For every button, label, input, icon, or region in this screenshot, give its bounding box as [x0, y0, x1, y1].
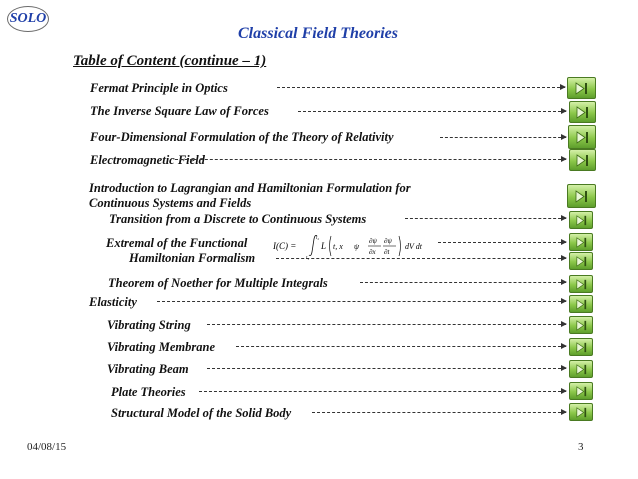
- leader-arrow: [440, 137, 566, 138]
- skip-to-end-icon: [576, 256, 587, 267]
- formula-num1: ∂ψ: [369, 237, 377, 245]
- toc-item-plate-theories[interactable]: Plate Theories: [111, 385, 186, 399]
- leader-arrow: [360, 282, 566, 283]
- leader-arrow: [438, 242, 566, 243]
- skip-to-end-icon: [576, 237, 587, 248]
- skip-to-end-icon: [576, 154, 589, 167]
- toc-item-fermat[interactable]: Fermat Principle in Optics: [90, 81, 228, 95]
- leader-arrow: [207, 324, 566, 325]
- formula-den2: ∂t: [384, 248, 390, 256]
- go-fermat-button[interactable]: [567, 77, 596, 99]
- go-noether-button[interactable]: [569, 275, 593, 293]
- formula-int-lower: t₁: [306, 256, 310, 260]
- toc-item-extremal[interactable]: Extremal of the Functional: [106, 236, 248, 250]
- formula-num2: ∂ψ: [384, 237, 392, 245]
- skip-to-end-icon: [576, 386, 587, 397]
- skip-to-end-icon: [576, 320, 587, 331]
- skip-to-end-icon: [576, 106, 589, 119]
- go-electromagnetic-button[interactable]: [569, 149, 596, 171]
- paren-left: [330, 236, 332, 256]
- skip-to-end-icon: [576, 342, 587, 353]
- toc-item-vibrating-string[interactable]: Vibrating String: [107, 318, 191, 332]
- leader-arrow: [277, 87, 565, 88]
- formula-args: t, x: [333, 242, 343, 251]
- toc-item-noether[interactable]: Theorem of Noether for Multiple Integrals: [108, 276, 328, 290]
- toc-item-electromagnetic[interactable]: Electromagnetic Field: [90, 153, 205, 167]
- skip-to-end-icon: [576, 131, 589, 144]
- go-vibrating-membrane-button[interactable]: [569, 338, 593, 356]
- go-vibrating-beam-button[interactable]: [569, 360, 593, 378]
- footer-date: 04/08/15: [27, 441, 67, 453]
- leader-arrow: [298, 111, 566, 112]
- toc-item-lagrangian[interactable]: Introduction to Lagrangian and Hamiltonian Formulation for: [89, 181, 411, 195]
- formula-den1: ∂x: [369, 248, 376, 256]
- toc-item-inverse-square[interactable]: The Inverse Square Law of Forces: [90, 104, 269, 118]
- formula-integrand: L: [321, 241, 327, 251]
- skip-to-end-icon: [576, 299, 587, 310]
- toc-item-continuous-systems[interactable]: Continuous Systems and Fields: [89, 196, 252, 210]
- skip-to-end-icon: [575, 190, 588, 203]
- go-relativity-button[interactable]: [568, 125, 596, 149]
- leader-arrow: [199, 391, 566, 392]
- toc-item-vibrating-beam[interactable]: Vibrating Beam: [107, 362, 189, 376]
- functional-formula: [273, 232, 435, 260]
- leader-arrow: [175, 159, 566, 160]
- paren-right: [399, 236, 401, 256]
- skip-to-end-icon: [576, 364, 587, 375]
- skip-to-end-icon: [576, 279, 587, 290]
- logo-text: SOLO: [9, 11, 47, 26]
- go-vibrating-string-button[interactable]: [569, 316, 593, 334]
- skip-to-end-icon: [576, 407, 587, 418]
- solo-logo: [7, 6, 49, 32]
- toc-item-elasticity[interactable]: Elasticity: [89, 295, 137, 309]
- skip-to-end-icon: [575, 82, 588, 95]
- leader-arrow: [207, 368, 566, 369]
- toc-item-structural-model[interactable]: Structural Model of the Solid Body: [111, 406, 292, 420]
- go-transition-button[interactable]: [569, 211, 593, 229]
- page-number: 3: [578, 441, 584, 453]
- toc-item-transition[interactable]: Transition from a Discrete to Continuous Systems: [109, 212, 367, 226]
- formula-int-upper: t₂: [316, 236, 320, 241]
- go-hamiltonian-button[interactable]: [569, 252, 593, 270]
- go-inverse-square-button[interactable]: [569, 101, 596, 123]
- toc-heading: Table of Content (continue – 1): [73, 53, 267, 69]
- leader-arrow: [236, 346, 566, 347]
- formula-tail: dV dt: [405, 242, 422, 251]
- go-structural-model-button[interactable]: [569, 403, 593, 421]
- page-title: Classical Field Theories: [238, 25, 398, 42]
- go-extremal-button[interactable]: [569, 233, 593, 251]
- formula-psi: ψ: [354, 242, 359, 251]
- go-elasticity-button[interactable]: [569, 295, 593, 313]
- formula-lhs: I(C) =: [273, 241, 297, 251]
- leader-arrow: [405, 218, 566, 219]
- toc-item-vibrating-membrane[interactable]: Vibrating Membrane: [107, 340, 216, 354]
- leader-arrow: [157, 301, 566, 302]
- toc-item-relativity[interactable]: Four-Dimensional Formulation of the Theory of Relativity: [90, 130, 394, 144]
- leader-arrow: [312, 412, 566, 413]
- toc-item-hamiltonian[interactable]: Hamiltonian Formalism: [129, 251, 256, 265]
- go-lagrangian-button[interactable]: [567, 184, 596, 208]
- skip-to-end-icon: [576, 215, 587, 226]
- go-plate-theories-button[interactable]: [569, 382, 593, 400]
